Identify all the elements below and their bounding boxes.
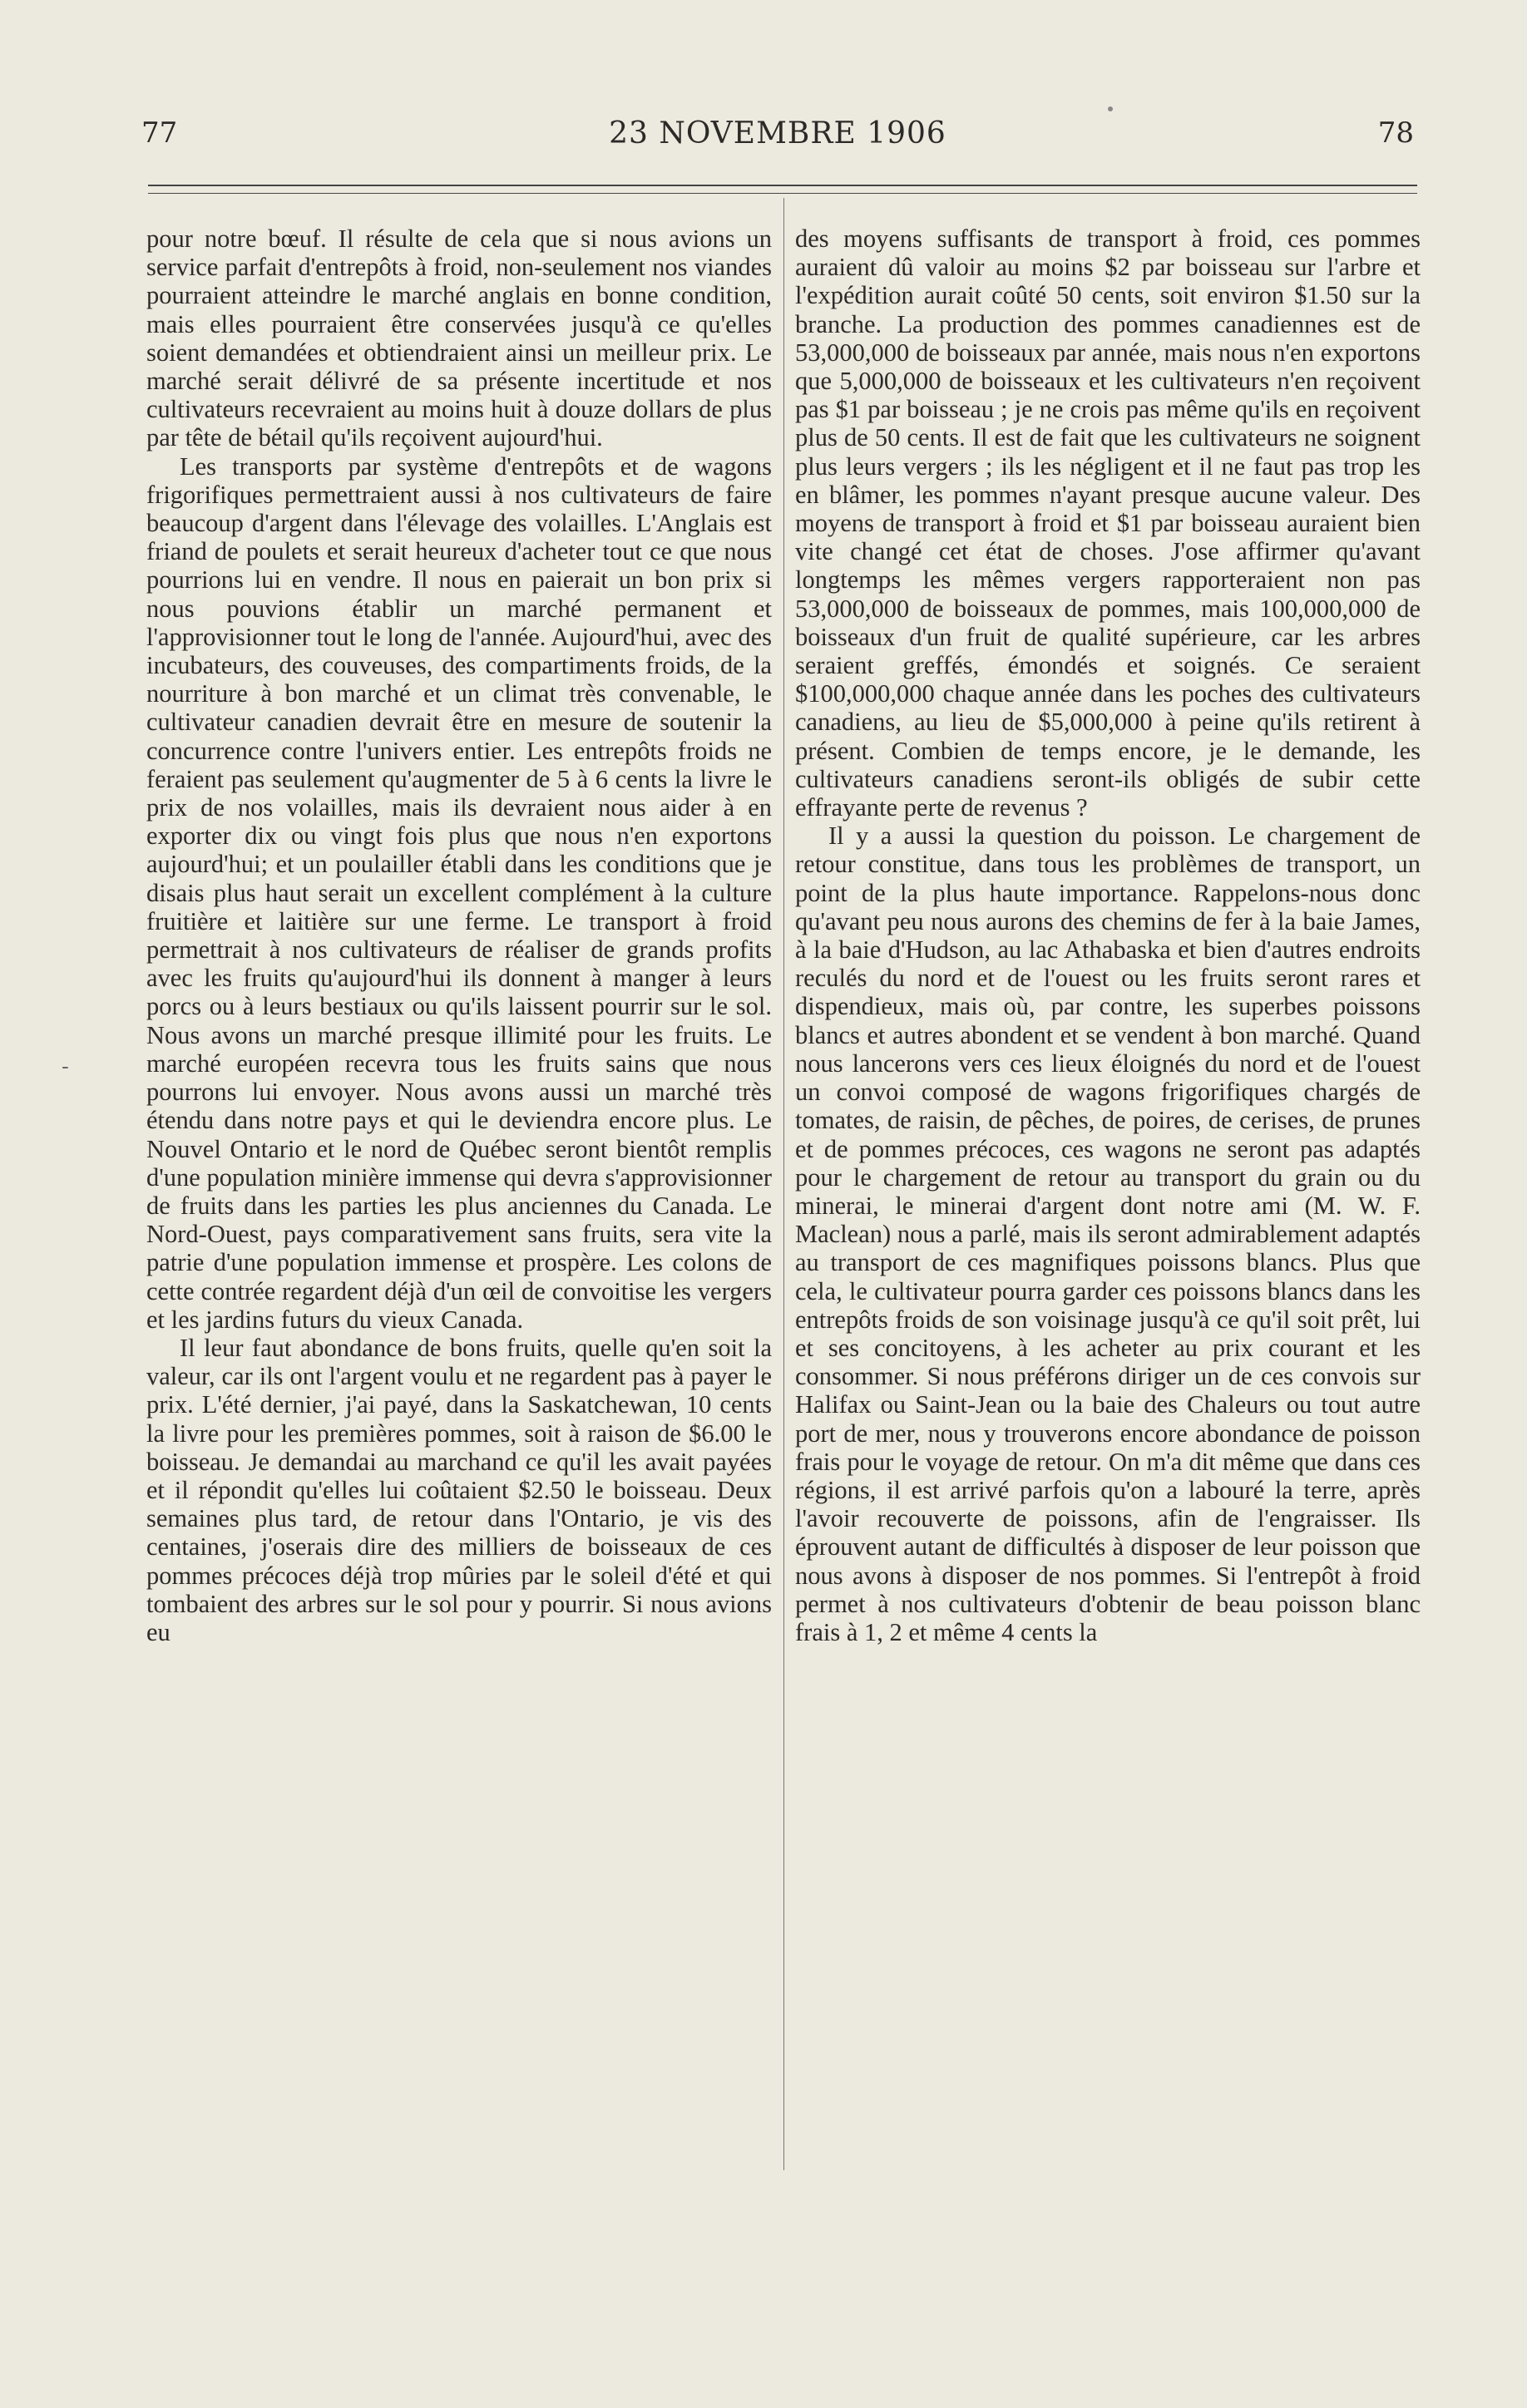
left-paragraph-2: Les transports par système d'entrepôts et de wagons frigorifiques permettraient aussi à nos cultivateurs de faire beaucoup d'argent dans l'élevage des volailles. L'Anglais est friand de poulets et serait heureux d'acheter tout ce que nous pourrions lui en vendre. Il nous en paierait un bon prix si nous pouvions établir un marché permanent et l'approvisionner tout le long de l'année. Aujourd'hui, avec des incubateurs, des couveuses, des compartiments froids, de la nourriture à bon marché et un climat très convenable, le cultivateur canadien devrait être en mesure de soutenir la concurrence contre l'univers entier. Les entrepôts froids ne feraient pas seulement qu'augmenter de 5 à 6 cents la livre le prix de nos volailles, mais ils devraient nous aider à en exporter dix ou vingt fois plus que nous n'en exportons aujourd'hui; et un poulailler établi dans les conditions que je disais plus haut serait un excellent complément à la culture fruitière et laitière sur une ferme. Le transport à froid permettrait à nos cultivateurs de réaliser de grands profits avec les fruits qu'aujourd'hui ils donnent à manger à leurs porcs ou à leurs bestiaux ou qu'ils laissent pourrir sur le sol. Nous avons un marché presque illimité pour les fruits. Le marché européen recevra tous les fruits sains que nous pourrons lui envoyer. Nous avons aussi un marché très étendu dans notre pays et qui le deviendra encore plus. Le Nouvel Ontario et le nord de Québec seront bientôt remplis d'une population minière immense qui devra s'approvisionner de fruits dans les parties les plus anciennes du Canada. Le Nord-Ouest, pays comparativement sans fruits, sera vite la patrie d'une population immense et prospère. Les colons de cette contrée regardent déjà d'un œil de convoitise les vergers et les jardins futurs du vieux Canada.: [146, 452, 772, 1334]
left-paragraph-3: Il leur faut abondance de bons fruits, quelle qu'en soit la valeur, car ils ont l'argent voulu et ne regardent pas à payer le prix. L'été dernier, j'ai payé, dans la Saskatchewan, 10 cents la livre pour les premières pommes, soit à raison de $6.00 le boisseau. Je demandai au marchand ce qu'il les avait payées et il répondit qu'elles lui coûtaient $2.50 le boisseau. Deux semaines plus tard, de retour dans l'Ontario, je vis des centaines, j'oserais dire des milliers de boisseaux de ces pommes précoces déjà trop mûries par le soleil d'été et qui tombaient des arbres sur le sol pour y pourrir. Si nous avions eu: [146, 1333, 772, 1646]
margin-dash: -: [62, 1054, 69, 1079]
left-column: [146, 225, 772, 1646]
page-number-left: 77: [141, 116, 178, 150]
header-rule-bottom: [148, 193, 1417, 194]
header-rule-top: [148, 185, 1417, 186]
left-paragraph-1: pour notre bœuf. Il résulte de cela que si nous avions un service parfait d'entrepôts à froid, non-seulement nos viandes pourraient atteindre le marché anglais en bonne condition, mais elles pourraient être conservées jusqu'à ce qu'elles soient demandées et obtiendraient ainsi un meilleur prix. Le marché serait délivré de sa présente incertitude et nos cultivateurs recevraient au moins huit à douze dollars de plus par tête de bétail qu'ils reçoivent aujourd'hui.: [146, 225, 772, 452]
page-number-right: 78: [1377, 116, 1414, 150]
right-column: [795, 225, 1421, 1646]
running-head: [141, 116, 1414, 166]
right-paragraph-2: Il y a aussi la question du poisson. Le chargement de retour constitue, dans tous les problèmes de transport, un point de la plus haute importance. Rappelons-nous donc qu'avant peu nous aurons des chemins de fer à la baie James, à la baie d'Hudson, au lac Athabaska et bien d'autres endroits reculés du nord et de l'ouest ou les fruits seront rares et dispendieux, mais où, par contre, les superbes poissons blancs et autres abondent et se vendent à bon marché. Quand nous lancerons vers ces lieux éloignés du nord et de l'ouest un convoi composé de wagons frigorifiques chargés de tomates, de raisin, de pêches, de poires, de cerises, de prunes et de pommes précoces, ces wagons ne seront pas adaptés pour le chargement de retour au transport du grain ou du minerai, le minerai d'argent dont notre ami (M. W. F. Maclean) nous a parlé, mais ils seront admirablement adaptés au transport de ces magnifiques poissons blancs. Plus que cela, le cultivateur pourra garder ces poissons blancs dans les entrepôts froids de son voisinage jusqu'à ce qu'il soit prêt, lui et ses concitoyens, à les acheter au prix courant et les consommer. Si nous préférons diriger un de ces convois sur Halifax ou Saint-Jean ou la baie des Chaleurs ou tout autre port de mer, nous y trouverons encore abondance de poisson frais pour le voyage de retour. On m'a dit même que dans ces régions, il est arrivé parfois qu'on a labouré la terre, après l'avoir recouverte de poissons, afin de l'engraisser. Ils éprouvent autant de difficultés à disposer de leur poisson que nous avons à disposer de nos pommes. Si l'entrepôt à froid permet à nos cultivateurs d'obtenir de beau poisson blanc frais à 1, 2 et même 4 cents la: [795, 822, 1421, 1646]
ink-speck: [1108, 106, 1113, 111]
column-divider: [783, 198, 784, 2170]
right-paragraph-1: des moyens suffisants de transport à froid, ces pommes auraient dû valoir au moins $2 par boisseau sur l'arbre et l'expédition aurait coûté 50 cents, soit environ $1.50 sur la branche. La production des pommes canadiennes est de 53,000,000 de boisseaux par année, mais nous n'en exportons que 5,000,000 de boisseaux et les cultivateurs n'en reçoivent pas $1 par boisseau ; je ne crois pas même qu'ils en reçoivent plus de 50 cents. Il est de fait que les cultivateurs ne soignent plus leurs vergers ; ils les négligent et il ne faut pas trop les en blâmer, les pommes n'ayant presque aucune valeur. Des moyens de transport à froid et $1 par boisseau auraient bien vite changé cet état de choses. J'ose affirmer qu'avant longtemps les mêmes vergers rapporteraient non pas 53,000,000 de boisseaux de pommes, mais 100,000,000 de boisseaux d'un fruit de qualité supérieure, car les arbres seraient greffés, émondés et soignés. Ce seraient $100,000,000 chaque année dans les poches des cultivateurs canadiens, au lieu de $5,000,000 à peine qu'ils retirent à présent. Combien de temps encore, je le demande, les cultivateurs canadiens seront-ils obligés de subir cette effrayante perte de revenus ?: [795, 225, 1421, 822]
page-title: 23 NOVEMBRE 1906: [609, 116, 946, 150]
